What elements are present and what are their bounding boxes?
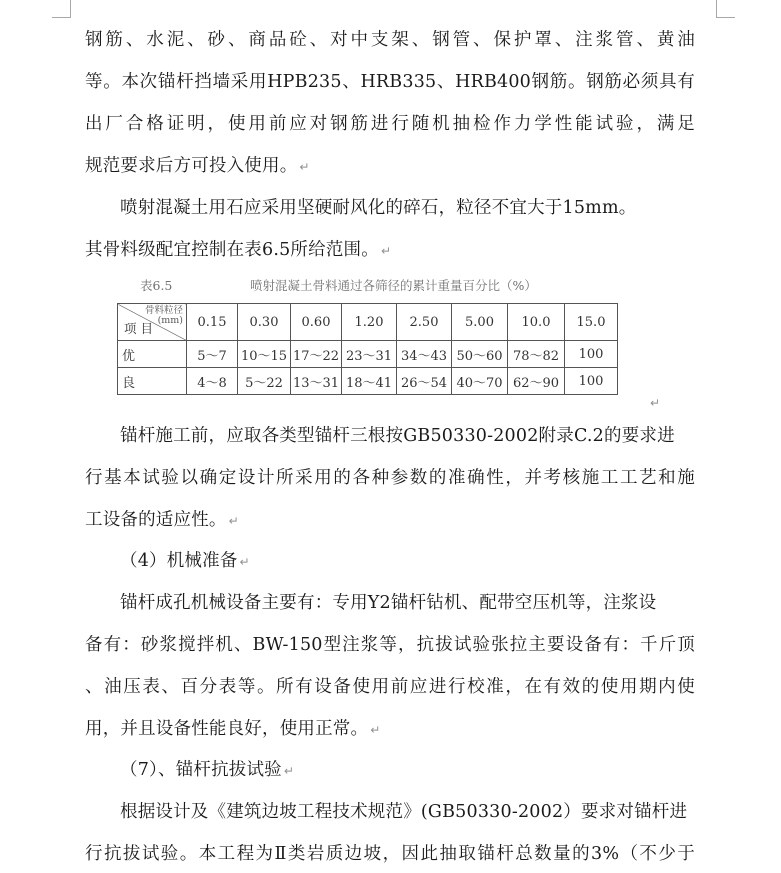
- paragraph-mark: ↵: [228, 514, 239, 528]
- crop-mark-top-right: [716, 0, 717, 18]
- paragraph-line: 行基本试验以确定设计所采用的各种参数的准确性，并考核施工工艺和施: [85, 468, 695, 488]
- paragraph-line: 锚杆成孔机械设备主要有：专用Y2锚杆钻机、配带空压机等，注浆设: [120, 593, 657, 613]
- crop-mark-top-left: [52, 17, 71, 18]
- table-cell: 26～54: [397, 368, 452, 395]
- paragraph-line: 等。本次锚杆挡墙采用HPB235、HRB335、HRB400钢筋。钢筋必须具有: [85, 72, 695, 92]
- paragraph-mark: ↵: [380, 244, 392, 258]
- gradation-table: [117, 303, 618, 395]
- paragraph-line: 、油压表、百分表等。所有设备使用前应进行校准，在有效的使用期内使: [85, 677, 695, 697]
- paragraph-line: 出厂合格证明，使用前应对钢筋进行随机抽检作力学性能试验，满足: [85, 114, 695, 134]
- paragraph-line: 行抗拔试验。本工程为Ⅱ类岩质边坡，因此抽取锚杆总数量的3%（不少于: [85, 844, 695, 864]
- table-cell: 62～90: [508, 368, 565, 395]
- table-header-cell: 0.30: [238, 304, 291, 341]
- section-heading: （4）机械准备 ↵: [120, 551, 250, 571]
- table-cell: 10～15: [238, 341, 291, 368]
- paragraph-line: 其骨料级配宜控制在表6.5所给范围。 ↵: [85, 240, 392, 260]
- table-header-cell: 1.20: [342, 304, 397, 341]
- crop-mark-top-right: [716, 17, 735, 18]
- table-cell: 78～82: [508, 341, 565, 368]
- table-cell: 5～7: [187, 341, 238, 368]
- paragraph-line: 工设备的适应性。 ↵: [85, 510, 239, 530]
- paragraph-line: 备有：砂浆搅拌机、BW-150型注浆等，抗拔试验张拉主要设备有：千斤顶: [85, 635, 695, 655]
- table-cell: 23～31: [342, 341, 397, 368]
- table-header-cell: 0.15: [187, 304, 238, 341]
- table-cell: 13～31: [291, 368, 342, 395]
- paragraph-mark: ↵: [299, 160, 310, 174]
- paragraph-mark: ↵: [650, 396, 661, 410]
- header-unit-label: (mm): [157, 315, 183, 326]
- paragraph-line: 根据设计及《建筑边坡工程技术规范》(GB50330-2002）要求对锚杆进: [120, 802, 688, 822]
- table-header-cell: 0.60: [291, 304, 342, 341]
- paragraph-mark: ↵: [239, 555, 250, 569]
- table-row-label: 优: [118, 341, 187, 368]
- table-cell: 5～22: [238, 368, 291, 395]
- table-cell: 50～60: [452, 341, 508, 368]
- paragraph-line: 锚杆施工前，应取各类型锚杆三根按GB50330-2002附录C.2的要求进: [120, 426, 675, 446]
- paragraph-line: 用，并且设备性能良好，使用正常。 ↵: [85, 719, 381, 739]
- paragraph-mark: ↵: [283, 764, 295, 778]
- table-cell: 34～43: [397, 341, 452, 368]
- section-heading: （7）、锚杆抗拔试验 ↵: [120, 760, 295, 780]
- paragraph-line: 钢筋、水泥、砂、商品砼、对中支架、钢管、保护罩、注浆管、黄油: [85, 30, 695, 50]
- table-cell: 100: [565, 368, 618, 395]
- table-diagonal-header: [118, 304, 187, 341]
- table-cell: 17～22: [291, 341, 342, 368]
- table-header-cell: 15.0: [565, 304, 618, 341]
- paragraph-line: 喷射混凝土用石应采用坚硬耐风化的碎石，粒径不宜大于15mm。: [120, 198, 637, 218]
- header-size-label: 骨料粒径: [144, 305, 183, 316]
- table-header-cell: 2.50: [397, 304, 452, 341]
- paragraph-line: 规范要求后方可投入使用。 ↵: [85, 156, 310, 176]
- table-header-cell: 10.0: [508, 304, 565, 341]
- table-title: 喷射混凝土骨料通过各筛径的累计重量百分比（%）: [250, 278, 537, 293]
- table-cell: 4～8: [187, 368, 238, 395]
- header-item-label: 项 目: [124, 321, 153, 336]
- table-row: [118, 368, 618, 395]
- table-number: 表6.5: [140, 278, 173, 293]
- table-cell: 18～41: [342, 368, 397, 395]
- table-cell: 100: [565, 341, 618, 368]
- table-row: [118, 341, 618, 368]
- table-row-label: 良: [118, 368, 187, 395]
- table-cell: 40～70: [452, 368, 508, 395]
- crop-mark-top-left: [70, 0, 71, 18]
- table-header-row: [118, 304, 618, 341]
- paragraph-mark: ↵: [370, 723, 381, 737]
- table-header-cell: 5.00: [452, 304, 508, 341]
